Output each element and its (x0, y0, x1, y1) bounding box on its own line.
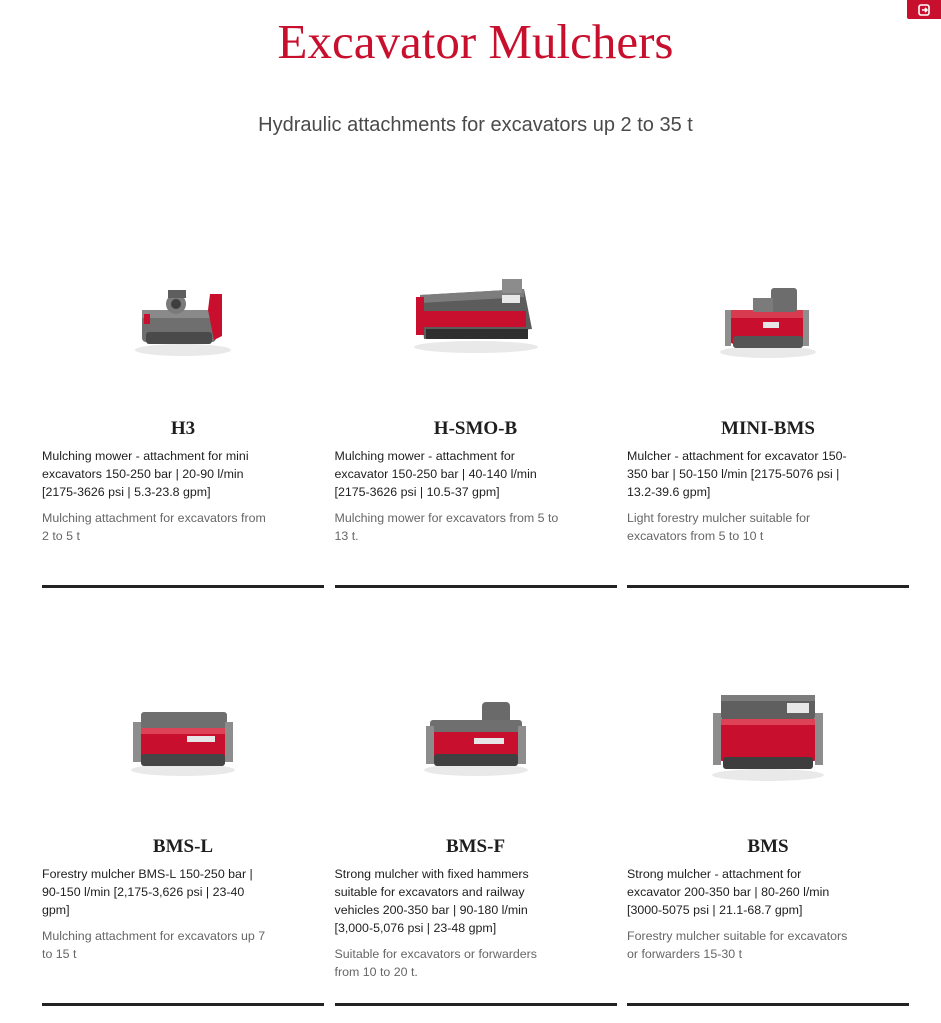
product-image[interactable] (627, 630, 909, 835)
product-title[interactable]: H-SMO-B (433, 418, 518, 439)
product-image[interactable] (335, 212, 617, 417)
product-description: Strong mulcher - attachment for excavator 200-350 bar | 80-260 l/min [3000-5075 psi | 21.1-68.7 gpm] (627, 867, 830, 917)
product-note: Forestry mulcher suitable for excavators or forwarders 15-30 t (627, 929, 848, 961)
product-card[interactable] (627, 630, 909, 1006)
product-description: Forestry mulcher BMS-L 150-250 bar | 90-150 l/min [2,175-3,626 psi | 23-40 gpm] (42, 867, 253, 917)
product-card[interactable] (335, 212, 617, 588)
page-subtitle: Hydraulic attachments for excavators up 2 to 35 t (258, 114, 693, 136)
product-title[interactable]: MINI-BMS (721, 418, 815, 439)
product-image[interactable] (42, 630, 324, 835)
product-card[interactable] (335, 630, 617, 1006)
card-divider (42, 585, 324, 588)
card-divider (42, 1003, 324, 1006)
mulcher-h-smo-b-image (406, 275, 546, 355)
product-grid (42, 212, 909, 1006)
product-description: Strong mulcher with fixed hammers suitable for excavators and railway vehicles 200-350 bar | 90-180 l/min [3,000-5,076 psi | 23-48 gpm] (334, 867, 529, 935)
mulcher-h3-image (128, 270, 238, 360)
product-note: Suitable for excavators or forwarders from 10 to 20 t. (334, 947, 537, 979)
product-title[interactable]: BMS-F (445, 836, 506, 857)
product-card[interactable] (42, 630, 324, 1006)
product-title[interactable]: BMS (747, 836, 789, 857)
product-card[interactable] (627, 212, 909, 588)
product-note: Mulching attachment for excavators from 2 to 5 t (42, 511, 266, 543)
page-title: Excavator Mulchers (277, 14, 674, 69)
card-divider (627, 1003, 909, 1006)
card-divider (335, 1003, 617, 1006)
product-note: Mulching mower for excavators from 5 to 13 t. (334, 511, 559, 543)
product-title[interactable]: BMS-L (152, 836, 214, 857)
product-image[interactable] (335, 630, 617, 835)
product-description: Mulching mower - attachment for mini excavators 150-250 bar | 20-90 l/min [2175-3626 psi | 5.3-23.8 gpm] (42, 449, 249, 499)
product-note: Light forestry mulcher suitable for excavators from 5 to 10 t (627, 511, 811, 543)
product-image[interactable] (42, 212, 324, 417)
product-note: Mulching attachment for excavators up 7 to 15 t (42, 929, 266, 961)
product-description: Mulching mower - attachment for excavator 150-250 bar | 40-140 l/min [2175-3626 psi | 10.5-37 gpm] (334, 449, 537, 499)
mulcher-bms-f-image (416, 688, 536, 778)
product-card[interactable] (42, 212, 324, 588)
card-divider (335, 585, 617, 588)
mulcher-bms-image (703, 683, 833, 783)
mulcher-mini-bms-image (713, 270, 823, 360)
product-title[interactable]: H3 (170, 418, 196, 439)
card-divider (627, 585, 909, 588)
product-image[interactable] (627, 212, 909, 417)
mulcher-bms-l-image (123, 688, 243, 778)
product-description: Mulcher - attachment for excavator 150-350 bar | 50-150 l/min [2175-5076 psi | 13.2-39.6 gpm] (627, 449, 847, 499)
